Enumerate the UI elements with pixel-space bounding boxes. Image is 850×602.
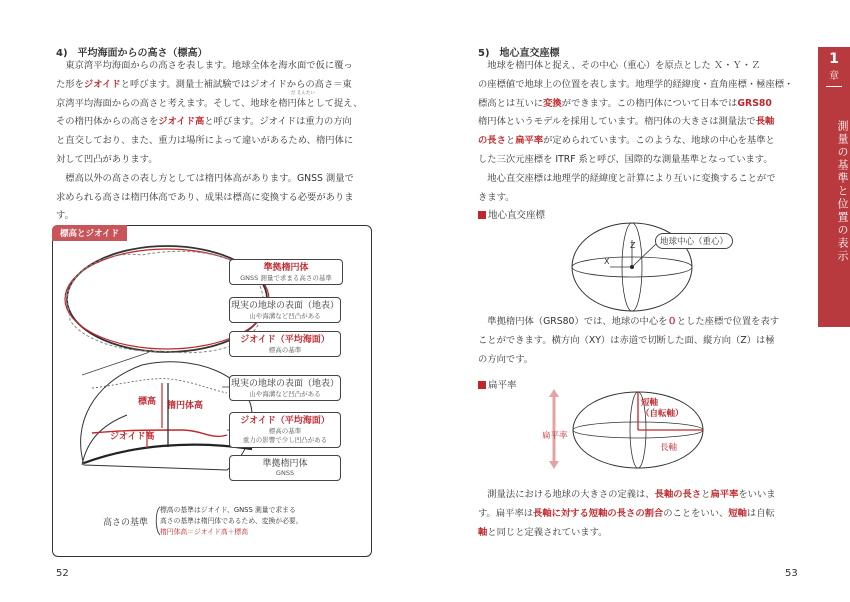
chapter-number: 1 <box>829 51 839 67</box>
subheading-geocentric: 地心直交座標 <box>478 207 545 221</box>
label-box-ellipsoid-2: 準拠楕円体 GNSS <box>229 455 341 481</box>
ruby-text: だ えんたい <box>291 91 315 96</box>
label-hyoko: 標高 <box>138 397 157 407</box>
label-ellipsoid-height: 楕円体高 <box>167 401 204 411</box>
axis-z-label: Z <box>630 241 636 250</box>
summary-label: 高さの基準 <box>103 518 149 528</box>
summary-text: 標高の基準はジオイド、GNSS 測量で求まる 高さの基準は楕円体であるため、変換が必要。 楕円体高＝ジオイド高＋標高 <box>160 506 303 536</box>
chapter-tab <box>818 47 850 327</box>
subheading-flattening: 扁平率 <box>478 377 517 391</box>
label-box-geoid-2: ジオイド（平均海面） 標高の基準 重力の影響で少し凹凸がある <box>229 412 341 448</box>
label-box-geoid: ジオイド（平均海面） 標高の基準 <box>229 331 341 357</box>
label-box-surface: 現実の地球の表面（地表） 山や海溝など凹凸がある <box>229 297 341 323</box>
left-paragraph-2: 標高以外の高さの表し方としては楕円体高があります。GNSS 測量で <box>56 172 354 184</box>
earth-center-label: 地球中心（重心） <box>655 233 733 249</box>
page-number-left: 52 <box>56 568 69 579</box>
label-box-surface-2: 現実の地球の表面（地表） 山や海溝など凹凸がある <box>229 375 341 401</box>
label-box-ellipsoid: 準拠楕円体 GNSS 測量で求まる高さの基準 <box>229 259 343 285</box>
page-number-right: 53 <box>785 568 798 579</box>
section-title-5: 5) 地心直交座標 <box>478 48 560 59</box>
right-paragraph-2: 地心直交座標は地理学的経緯度と計算により互いに変換することがで <box>478 172 776 184</box>
left-paragraph-1: 東京湾平均海面からの高さを表します。地球全体を海水面で仮に覆っ た形をジオイドと呼びます。測量士補試験ではジオイドからの高さ＝東 京湾平均海面からの高さと考えます。そして、地球を楕円体として捉え、 その楕円体からの高さをジオイド高と呼びます。ジオイドは重力の方向 と直交しており、また、重力は場所によって違いがあるため、楕円体に 対して凹凸があります。 標高以外の高さの表し方としては楕円体高があります。GNSS 測量で 求められる高さは楕円体高であり、成果は標高に変換する必要がありま す。 <box>56 57 378 226</box>
label-geoid-height: ジオイド高 <box>110 432 155 442</box>
minor-axis-label: 短軸 （自転軸） <box>641 398 684 419</box>
right-paragraph-1: 地球を楕円体と捉え、その中心（重心）を原点とした Ｘ・Ｙ・Ｚ の座標値で地球上の位置を表します。地理学的経緯度・直角座標・極座標・ 標高とは互いに変換ができます。この楕円体について日本ではGRS80 楕円体というモデルを採用しています。楕円体の大きさは測量法で長軸 の長さと扁平率が定められています。このような、地球の中心を基準と した三次元座標を ITRF 系と呼び、国際的な測量基準となっています。 地心直交座標は地理学的経緯度と計算により互いに変換することがで きます。 <box>478 57 803 207</box>
chapter-label: 章 <box>829 71 839 82</box>
section-title-4: 4) 平均海面からの高さ（標高） <box>56 48 208 59</box>
flattening-figure <box>540 385 740 470</box>
flattening-label: 扁平率 <box>542 431 568 441</box>
chapter-title: 測量の基準と位置の表示 <box>836 119 849 263</box>
right-paragraph-3: 準拠楕円体（GRS80）では、地球の中心を０とした座標で位置を表す ことができます。横方向（XY）は赤道で切断した面、縦方向（Z）は極 の方向です。 <box>478 316 780 365</box>
major-axis-label: 長軸 <box>660 443 678 453</box>
axis-x-label: X <box>604 257 610 266</box>
right-paragraph-4: 測量法における地球の大きさの定義は、長軸の長さと扁平率をいいま す。扁平率は長軸に対する短軸の長さの割合のことをいい、短軸は自転 軸と同じと定義されています。 <box>478 489 776 538</box>
figure-tag: 標高とジオイド <box>52 225 127 241</box>
